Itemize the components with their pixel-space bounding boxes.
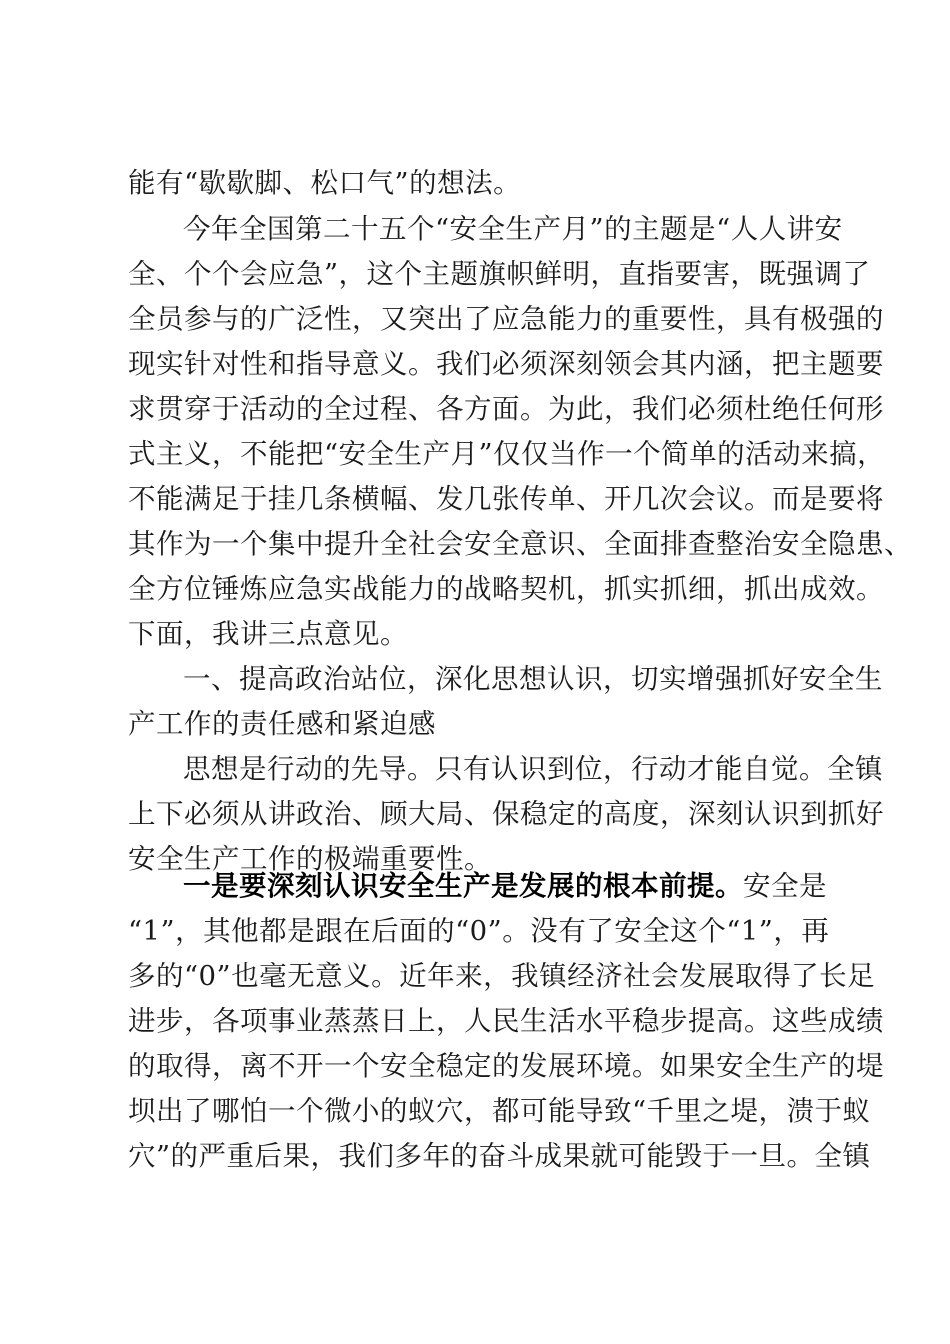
line-text: 今年全国第二十五个“安全生产月”的主题是“人人讲安 xyxy=(183,213,843,245)
line-text: 上下必须从讲政治、顾大局、保稳定的高度，深刻认识到抓好 xyxy=(128,798,884,830)
text-line xyxy=(128,392,884,426)
text-line xyxy=(128,914,848,948)
line-text: 全员参与的广泛性，又突出了应急能力的重要性，具有极强的 xyxy=(128,303,884,335)
line-text: 式主义，不能把“安全生产月”仅仅当作一个简单的活动来搞， xyxy=(128,438,886,470)
text-line xyxy=(128,572,884,606)
line-text: 思想是行动的先导。只有认识到位，行动才能自觉。全镇 xyxy=(183,753,883,785)
text-line xyxy=(128,166,848,200)
line-text: 一、提高政治站位，深化思想认识，切实增强抓好安全生 xyxy=(183,663,883,695)
text-line xyxy=(128,437,886,471)
text-line xyxy=(128,617,848,651)
line-text: “1”，其他都是跟在后面的“0”。没有了安全这个“1”，再 xyxy=(128,915,830,947)
section-heading-line xyxy=(183,662,883,696)
section-heading-line xyxy=(128,707,848,741)
text-line xyxy=(128,302,884,336)
line-text: 不能满足于挂几条横幅、发几张传单、开几次会议。而是要将 xyxy=(128,483,884,515)
line-text: 多的“0”也毫无意义。近年来，我镇经济社会发展取得了长足 xyxy=(128,960,876,992)
line-text: 进步，各项事业蒸蒸日上，人民生活水平稳步提高。这些成绩 xyxy=(128,1005,884,1037)
line-text: 现实针对性和指导意义。我们必须深刻领会其内涵，把主题要 xyxy=(128,348,884,380)
text-line xyxy=(128,1094,871,1128)
line-text: 全方位锤炼应急实战能力的战略契机，抓实抓细，抓出成效。 xyxy=(128,573,884,605)
line-text: 其作为一个集中提升全社会安全意识、全面排查整治安全隐患、 xyxy=(128,528,912,560)
line-text: 安全是 xyxy=(743,870,827,902)
line-text: 安全生产工作的极端重要性。 xyxy=(128,843,492,875)
text-line xyxy=(128,797,884,831)
line-text: 产工作的责任感和紧迫感 xyxy=(128,708,436,740)
text-line xyxy=(128,959,876,993)
line-text: 穴”的严重后果，我们多年的奋斗成果就可能毁于一旦。全镇 xyxy=(128,1140,871,1172)
line-text: 求贯穿于活动的全过程、各方面。为此，我们必须杜绝任何形 xyxy=(128,393,884,425)
text-line xyxy=(128,347,884,381)
line-text: 能有“歇歇脚、松口气”的想法。 xyxy=(128,167,522,199)
line-text: 的取得，离不开一个安全稳定的发展环境。如果安全生产的堤 xyxy=(128,1050,884,1082)
line-text: 坝出了哪怕一个微小的蚁穴，都可能导致“千里之堤，溃于蚁 xyxy=(128,1095,871,1127)
text-line xyxy=(183,869,848,903)
bold-lead-text: 一是要深刻认识安全生产是发展的根本前提。 xyxy=(183,870,743,902)
text-line xyxy=(128,482,884,516)
line-text: 下面，我讲三点意见。 xyxy=(128,618,408,650)
text-line xyxy=(128,1004,884,1038)
text-line xyxy=(128,527,912,561)
line-text: 全、个个会应急”，这个主题旗帜鲜明，直指要害，既强调了 xyxy=(128,258,871,290)
text-line xyxy=(183,212,848,246)
text-line xyxy=(183,752,883,786)
text-line xyxy=(128,1049,884,1083)
text-line xyxy=(128,1139,871,1173)
text-line xyxy=(128,257,871,291)
